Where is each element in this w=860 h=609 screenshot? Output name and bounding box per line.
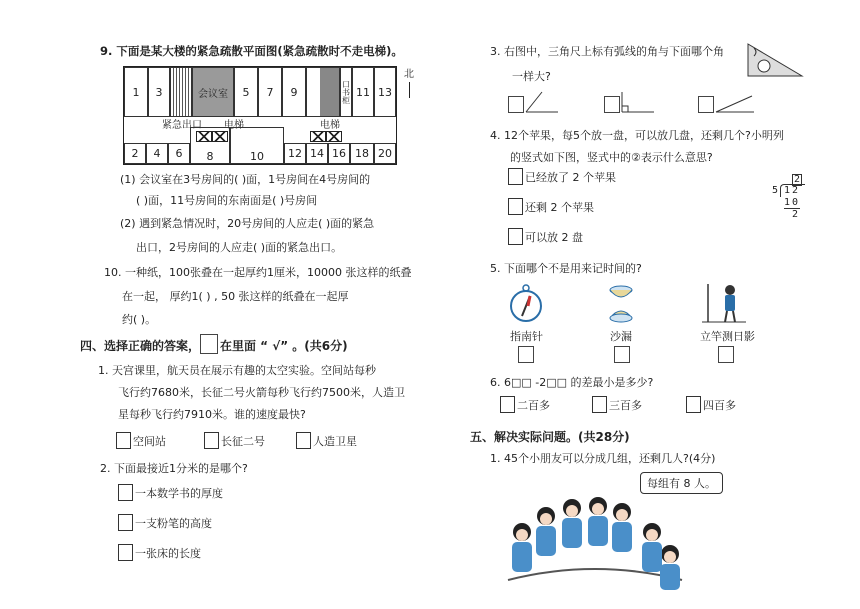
- c5-label-sundial: 立竿测日影: [700, 330, 755, 343]
- floor-plan: [123, 66, 397, 165]
- q10-l1: 10. 一种纸，100张叠在一起厚约1厘米，10000 张这样的纸叠: [104, 266, 412, 279]
- c3-angle-a-icon: [524, 90, 560, 114]
- elevator-icon-d: [326, 131, 342, 142]
- room-11: 11: [352, 67, 374, 117]
- p1-title: 1. 45个小朋友可以分成几组，还剩几人?(4分): [490, 452, 716, 465]
- elevator-icon-b: [212, 131, 228, 142]
- c5-label-hourglass: 沙漏: [610, 330, 632, 343]
- c3-option-a-box[interactable]: [508, 96, 524, 113]
- c1-l2: 飞行约7680米，长征二号火箭每秒飞行约7500米，人造卫: [118, 386, 405, 399]
- c5-option-compass[interactable]: [518, 346, 534, 363]
- sundial-person-icon: [700, 282, 748, 326]
- elevator-icon-c: [310, 131, 326, 142]
- north-label: 北: [404, 69, 414, 80]
- c2-option-bed[interactable]: 一张床的长度: [118, 544, 201, 561]
- div-remainder: 2: [792, 209, 799, 220]
- section-4-title-b: 在里面 “ √” 。(共6分): [220, 339, 348, 353]
- c6-option-300s[interactable]: 三百多: [592, 396, 642, 413]
- c2-option-chalk[interactable]: 一支粉笔的高度: [118, 514, 212, 531]
- c6-option-400s[interactable]: 四百多: [686, 396, 736, 413]
- stairs-right: [306, 67, 340, 117]
- c1-option-long-march[interactable]: 长征二号: [204, 432, 265, 449]
- room-7: 7: [258, 67, 282, 117]
- room-10: 10: [230, 127, 284, 164]
- checkbox-sample: [200, 334, 218, 354]
- c4-option-remain[interactable]: 还剩 2 个苹果: [508, 198, 594, 215]
- c4-option-placed[interactable]: 已经放了 2 个苹果: [508, 168, 616, 185]
- speech-bubble-text: 每组有 8 人。: [647, 477, 716, 490]
- room-14: 14: [306, 143, 328, 164]
- c1-option-space-station[interactable]: 空间站: [116, 432, 166, 449]
- room-5: 5: [234, 67, 258, 117]
- c5-label-compass: 指南针: [510, 330, 543, 343]
- q9-s2b: 出口，2号房间的人应走( )面的紧急出口。: [136, 241, 343, 254]
- div-dividend: 12: [784, 185, 801, 196]
- room-12: 12: [284, 143, 306, 164]
- c2-option-book[interactable]: 一本数学书的厚度: [118, 484, 223, 501]
- triangle-ruler-icon: [744, 40, 806, 80]
- room-4: 4: [146, 143, 168, 164]
- bookshelf: 口书柜: [340, 67, 352, 117]
- c3-option-c-box[interactable]: [698, 96, 714, 113]
- room-8: 8: [190, 127, 230, 164]
- q9-s1a: (1) 会议室在3号房间的( )面，1号房间在4号房间的: [120, 173, 371, 186]
- div-product: 10: [784, 197, 801, 208]
- c5-option-sundial[interactable]: [718, 346, 734, 363]
- div-divisor: 5: [772, 185, 779, 196]
- corridor-exit-label: 紧急出口: [162, 120, 202, 131]
- room-16: 16: [328, 143, 350, 164]
- c4-option-plates[interactable]: 可以放 2 盘: [508, 228, 583, 245]
- c6-title: 6. 6□□ -2□□ 的差最小是多少?: [490, 376, 654, 389]
- room-18: 18: [350, 143, 374, 164]
- elevator-left-label: 电梯: [224, 120, 244, 131]
- c4-l1: 4. 12个苹果，每5个放一盘，可以放几盘，还剩几个?小明列: [490, 129, 784, 142]
- section-5-title: 五、解决实际问题。(共28分): [470, 430, 630, 444]
- meeting-room: 会议室: [192, 67, 234, 117]
- section-4-title-a: 四、选择正确的答案，: [80, 339, 201, 353]
- c3-angle-b-icon: [620, 90, 656, 114]
- elevator-icon-a: [196, 131, 212, 142]
- c1-option-satellite[interactable]: 人造卫星: [296, 432, 357, 449]
- q10-l3: 约( )。: [122, 313, 157, 326]
- c5-title: 5. 下面哪个不是用来记时间的?: [490, 262, 642, 275]
- c3-option-b-box[interactable]: [604, 96, 620, 113]
- hourglass-icon: [604, 284, 638, 324]
- speech-bubble: [640, 472, 723, 494]
- c5-option-hourglass[interactable]: [614, 346, 630, 363]
- c3-l2: 一样大?: [512, 70, 551, 83]
- long-division: [772, 174, 812, 224]
- room-2: 2: [124, 143, 146, 164]
- q9-s2a: (2) 遇到紧急情况时，20号房间的人应走( )面的紧急: [120, 217, 375, 230]
- stairs-left: [170, 67, 192, 117]
- elevator-right-label: 电梯: [320, 120, 340, 131]
- c3-angle-c-icon: [714, 90, 756, 114]
- c1-l3: 星每秒飞行约7910米。谁的速度最快?: [118, 408, 306, 421]
- c6-option-200s[interactable]: 二百多: [500, 396, 550, 413]
- room-1: 1: [124, 67, 148, 117]
- room-20: 20: [374, 143, 396, 164]
- q9-s1b: ( )面，11号房间的东南面是( )号房间: [136, 194, 318, 207]
- c1-l1: 1. 天宫课里，航天员在展示有趣的太空实验。空间站每秒: [98, 364, 376, 377]
- div-quotient: 2: [794, 174, 801, 185]
- compass-icon: [508, 284, 544, 324]
- c3-l1: 3. 右图中，三角尺上标有弧线的角与下面哪个角: [490, 45, 724, 58]
- c4-l2: 的竖式如下图，竖式中的②表示什么意思?: [510, 151, 713, 164]
- room-9: 9: [282, 67, 306, 117]
- c2-title: 2. 下面最接近1分米的是哪个?: [100, 462, 248, 475]
- north-arrow-icon: [409, 82, 410, 98]
- room-3: 3: [148, 67, 170, 117]
- room-6: 6: [168, 143, 190, 164]
- q10-l2: 在一起， 厚约1( ) , 50 张这样的纸叠在一起厚: [122, 290, 349, 303]
- q9-title: 9. 下面是某大楼的紧急疏散平面图(紧急疏散时不走电梯)。: [100, 44, 403, 58]
- room-13: 13: [374, 67, 396, 117]
